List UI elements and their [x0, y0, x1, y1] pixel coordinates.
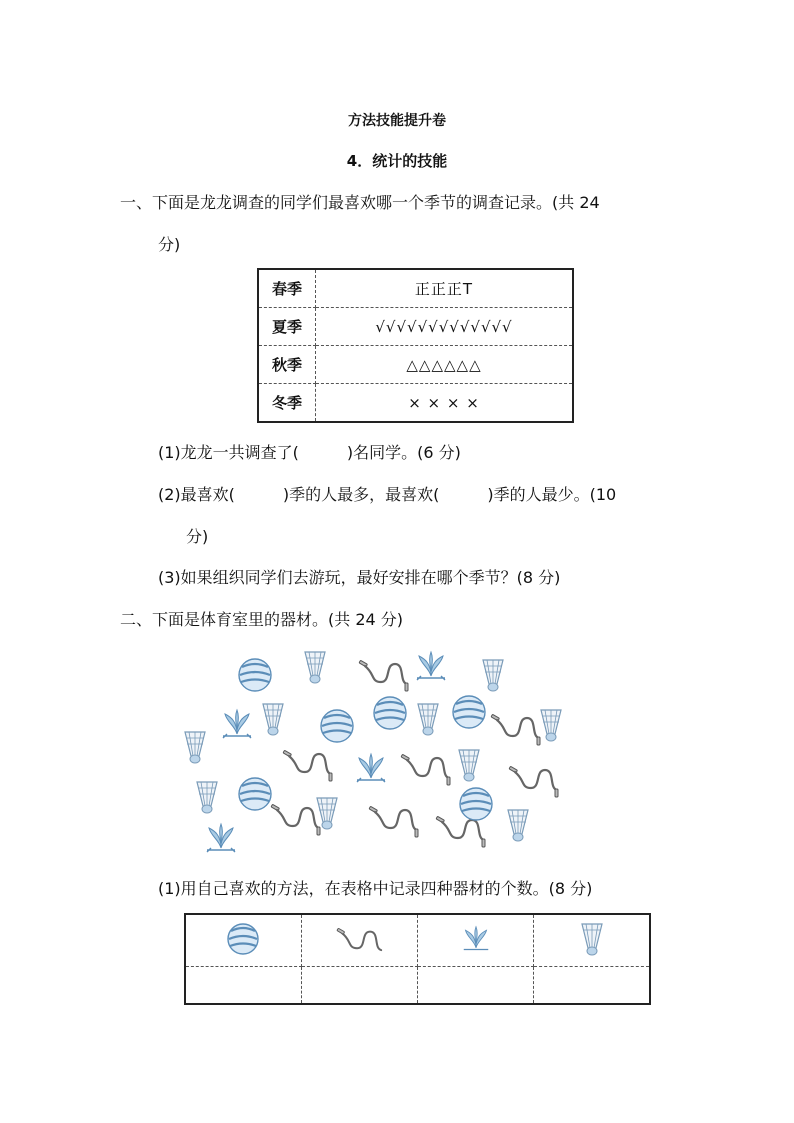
shuttlecock-icon: [579, 922, 605, 956]
shuttlecock-icon: [418, 704, 438, 735]
shuttlecock-icon: [459, 750, 479, 781]
cone-plant-icon: [223, 710, 251, 738]
season-cell: 春季: [258, 269, 316, 308]
jump-rope-icon: [401, 754, 450, 785]
q1-prompt-line1: 一、下面是龙龙调查的同学们最喜欢哪一个季节的调查记录。(共 24: [120, 193, 600, 212]
q1-sub1: (1)龙龙一共调查了( )名同学。(6 分): [158, 443, 461, 462]
q1-sub2-line2: 分): [186, 527, 209, 546]
shuttlecock-icon: [197, 782, 217, 813]
q1-sub3: (3)如果组织同学们去游玩，最好安排在哪个季节？(8 分): [158, 568, 561, 587]
ball-icon: [321, 710, 353, 742]
q2-sub1: (1)用自己喜欢的方法，在表格中记录四种器材的个数。(8 分): [158, 879, 593, 898]
shuttlecock-cell: [534, 914, 650, 967]
shuttlecock-icon: [483, 660, 503, 691]
tally-cell: √√√√√√√√√√√√√: [316, 308, 574, 346]
q1-prompt-line2: 分): [158, 235, 181, 254]
shuttlecock-icon: [305, 652, 325, 683]
shuttlecock-icon: [263, 704, 283, 735]
table-row: [185, 967, 650, 1005]
table-row: [258, 269, 573, 308]
jump-rope-icon: [491, 714, 540, 745]
shuttlecock-icon: [185, 732, 205, 763]
jump-rope-icon: [509, 766, 558, 797]
plant-cell: [418, 914, 534, 967]
season-cell: 秋季: [258, 346, 316, 384]
ball-icon: [460, 788, 492, 820]
ball-icon: [239, 778, 271, 810]
ball-icon: [226, 922, 260, 956]
table-row: [185, 914, 650, 967]
jump-rope-icon: [335, 924, 383, 954]
season-cell: 夏季: [258, 308, 316, 346]
jump-rope-icon: [283, 750, 332, 781]
shuttlecock-icon: [541, 710, 561, 741]
ball-cell: [185, 914, 301, 967]
cone-plant-icon: [207, 824, 235, 852]
jump-rope-icon: [359, 660, 408, 691]
shuttlecock-icon: [508, 810, 528, 841]
jump-rope-icon: [271, 804, 320, 835]
equipment-count-table: [184, 913, 651, 1005]
season-cell: 冬季: [258, 384, 316, 423]
q1-sub2-line1: (2)最喜欢( )季的人最多，最喜欢( )季的人最少。(10: [158, 485, 617, 504]
tally-cell: △△△△△△: [316, 346, 574, 384]
count-answer-cell[interactable]: [418, 967, 534, 1005]
cone-plant-icon: [357, 754, 385, 782]
count-answer-cell[interactable]: [534, 967, 650, 1005]
equipment-illustration: [175, 648, 585, 870]
page-title: 方法技能提升卷: [348, 113, 446, 129]
tally-cell: 正正正T: [316, 269, 574, 308]
count-answer-cell[interactable]: [185, 967, 301, 1005]
cone-plant-icon: [417, 652, 445, 680]
section-subtitle: 4．统计的技能: [346, 152, 448, 170]
cone-plant-icon: [461, 925, 491, 953]
rope-cell: [301, 914, 417, 967]
q2-prompt: 二、下面是体育室里的器材。(共 24 分): [120, 610, 404, 629]
count-answer-cell[interactable]: [301, 967, 417, 1005]
ball-icon: [239, 659, 271, 691]
shuttlecock-icon: [317, 798, 337, 829]
table-row: [258, 346, 573, 384]
season-tally-table: [257, 268, 574, 423]
table-row: [258, 384, 573, 423]
ball-icon: [453, 696, 485, 728]
table-row: [258, 308, 573, 346]
jump-rope-icon: [369, 806, 418, 837]
jump-rope-icon: [436, 816, 485, 847]
ball-icon: [374, 697, 406, 729]
tally-cell: × × × ×: [408, 393, 480, 412]
